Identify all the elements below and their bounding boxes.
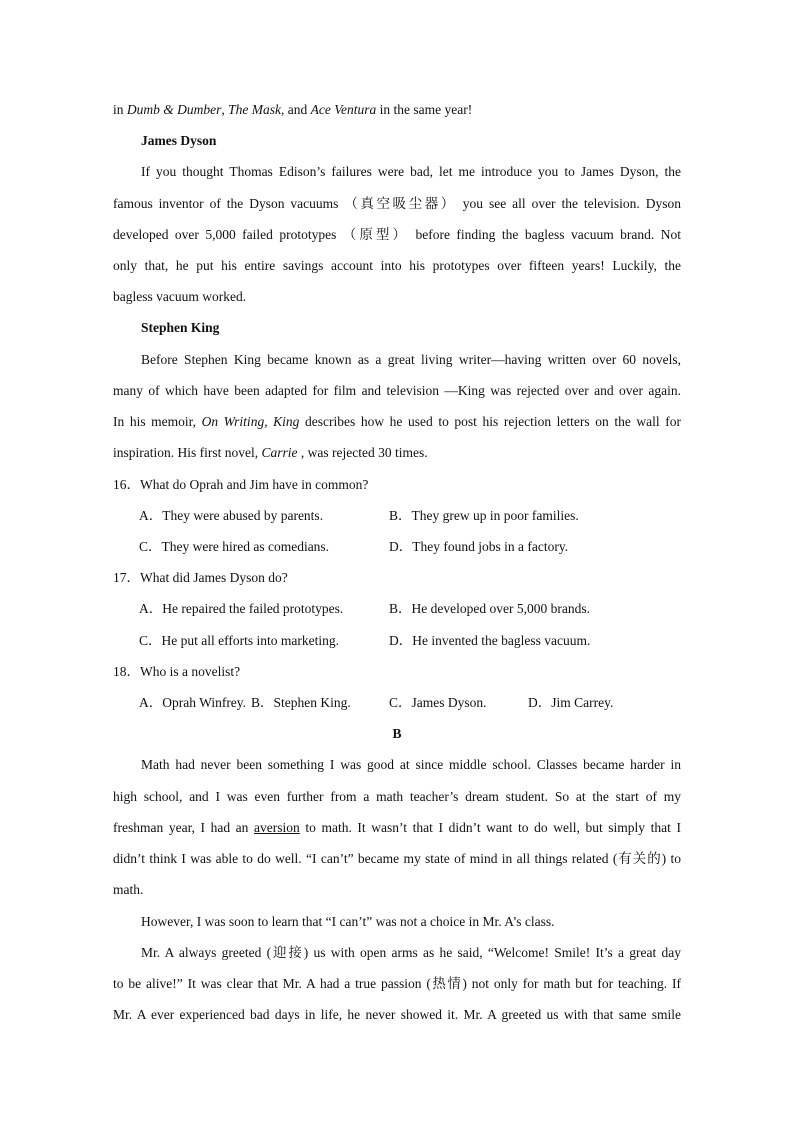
section-heading-dyson: James Dyson [141,133,217,148]
passage-b-line: high school, and I was even further from a math teacher’s dream student. So at the start of my [113,789,681,804]
movie-title: Ace Ventura [310,102,377,117]
passage-b-line: Math had never been something I was good at since middle school. Classes became harder in [141,757,681,772]
q16-option-b: B．They grew up in poor families. [389,508,579,523]
q17-option-c: C．He put all efforts into marketing. [139,633,339,648]
q17-option-b: B．He developed over 5,000 brands. [389,601,590,616]
q16-option-a: A．They were abused by parents. [139,508,324,523]
passage-b-line: to be alive!” It was clear that Mr. A had a true passion (热情) not only for math but for teaching. If [113,976,681,991]
movie-title: The Mask [228,102,282,117]
dyson-line: only that, he put his entire savings account into his prototypes over fifteen years! Luckily, the [113,258,681,273]
q18-option-b: B．Stephen King. [251,695,351,710]
q18-option-a: A．Oprah Winfrey. [139,695,247,710]
q18-option-c: C．James Dyson. [389,695,487,710]
q18-option-d: D．Jim Carrey. [528,695,614,710]
dyson-line: developed over 5,000 failed prototypes （原型） before finding the bagless vacuum brand. Not [113,227,681,242]
text-run: , King [264,414,300,429]
text-run: , and [281,102,311,117]
passage-b-line: math. [113,882,144,897]
question-18-stem: 18．Who is a novelist? [113,664,241,679]
text-run: In his memoir, [113,414,202,429]
intro-tail-line [113,101,472,119]
book-title: Carrie [261,445,298,460]
text-run: in the same year! [376,102,473,117]
king-line: many of which have been adapted for film and television —King was rejected over and over again. [113,383,681,398]
question-16-stem: 16．What do Oprah and Jim have in common? [113,477,369,492]
movie-title: Dumb & Dumber [126,102,222,117]
text-run: , [221,102,229,117]
dyson-line: famous inventor of the Dyson vacuums （真空吸尘器） you see all over the television. Dyson [113,196,681,211]
book-title: On Writing [201,414,265,429]
text-run: freshman year, I had an [113,820,255,835]
dyson-line: bagless vacuum worked. [113,289,247,304]
passage-b-line: Mr. A ever experienced bad days in life, he never showed it. Mr. A greeted us with that same smile [113,1007,681,1022]
text-run: in [113,102,127,117]
king-line [113,413,681,431]
q17-option-a: A．He repaired the failed prototypes. [139,601,344,616]
text-run: to math. It wasn’t that I didn’t want to do well, but simply that I [299,820,681,835]
question-17-stem: 17．What did James Dyson do? [113,570,288,585]
text-run: inspiration. His first novel, [113,445,262,460]
passage-b-label: B [392,726,402,741]
q17-option-d: D．He invented the bagless vacuum. [389,633,591,648]
passage-b-line: However, I was soon to learn that “I can’t” was not a choice in Mr. A’s class. [141,914,555,929]
underlined-word: aversion [254,820,300,835]
q16-option-d: D．They found jobs in a factory. [389,539,569,554]
text-run: describes how he used to post his rejection letters on the wall for [299,414,681,429]
dyson-line: If you thought Thomas Edison’s failures were bad, let me introduce you to James Dyson, the [141,164,681,179]
section-heading-king: Stephen King [141,320,220,335]
q16-option-c: C．They were hired as comedians. [139,539,330,554]
passage-b-line: Mr. A always greeted (迎接) us with open arms as he said, “Welcome! Smile! It’s a great day [141,945,681,960]
king-line: Before Stephen King became known as a great living writer—having written over 60 novels, [141,352,681,367]
passage-b-line [113,819,681,837]
text-run: , was rejected 30 times. [297,445,428,460]
king-line [113,444,428,462]
passage-b-line: didn’t think I was able to do well. “I can’t” became my state of mind in all things related (有关的) to [113,851,681,866]
